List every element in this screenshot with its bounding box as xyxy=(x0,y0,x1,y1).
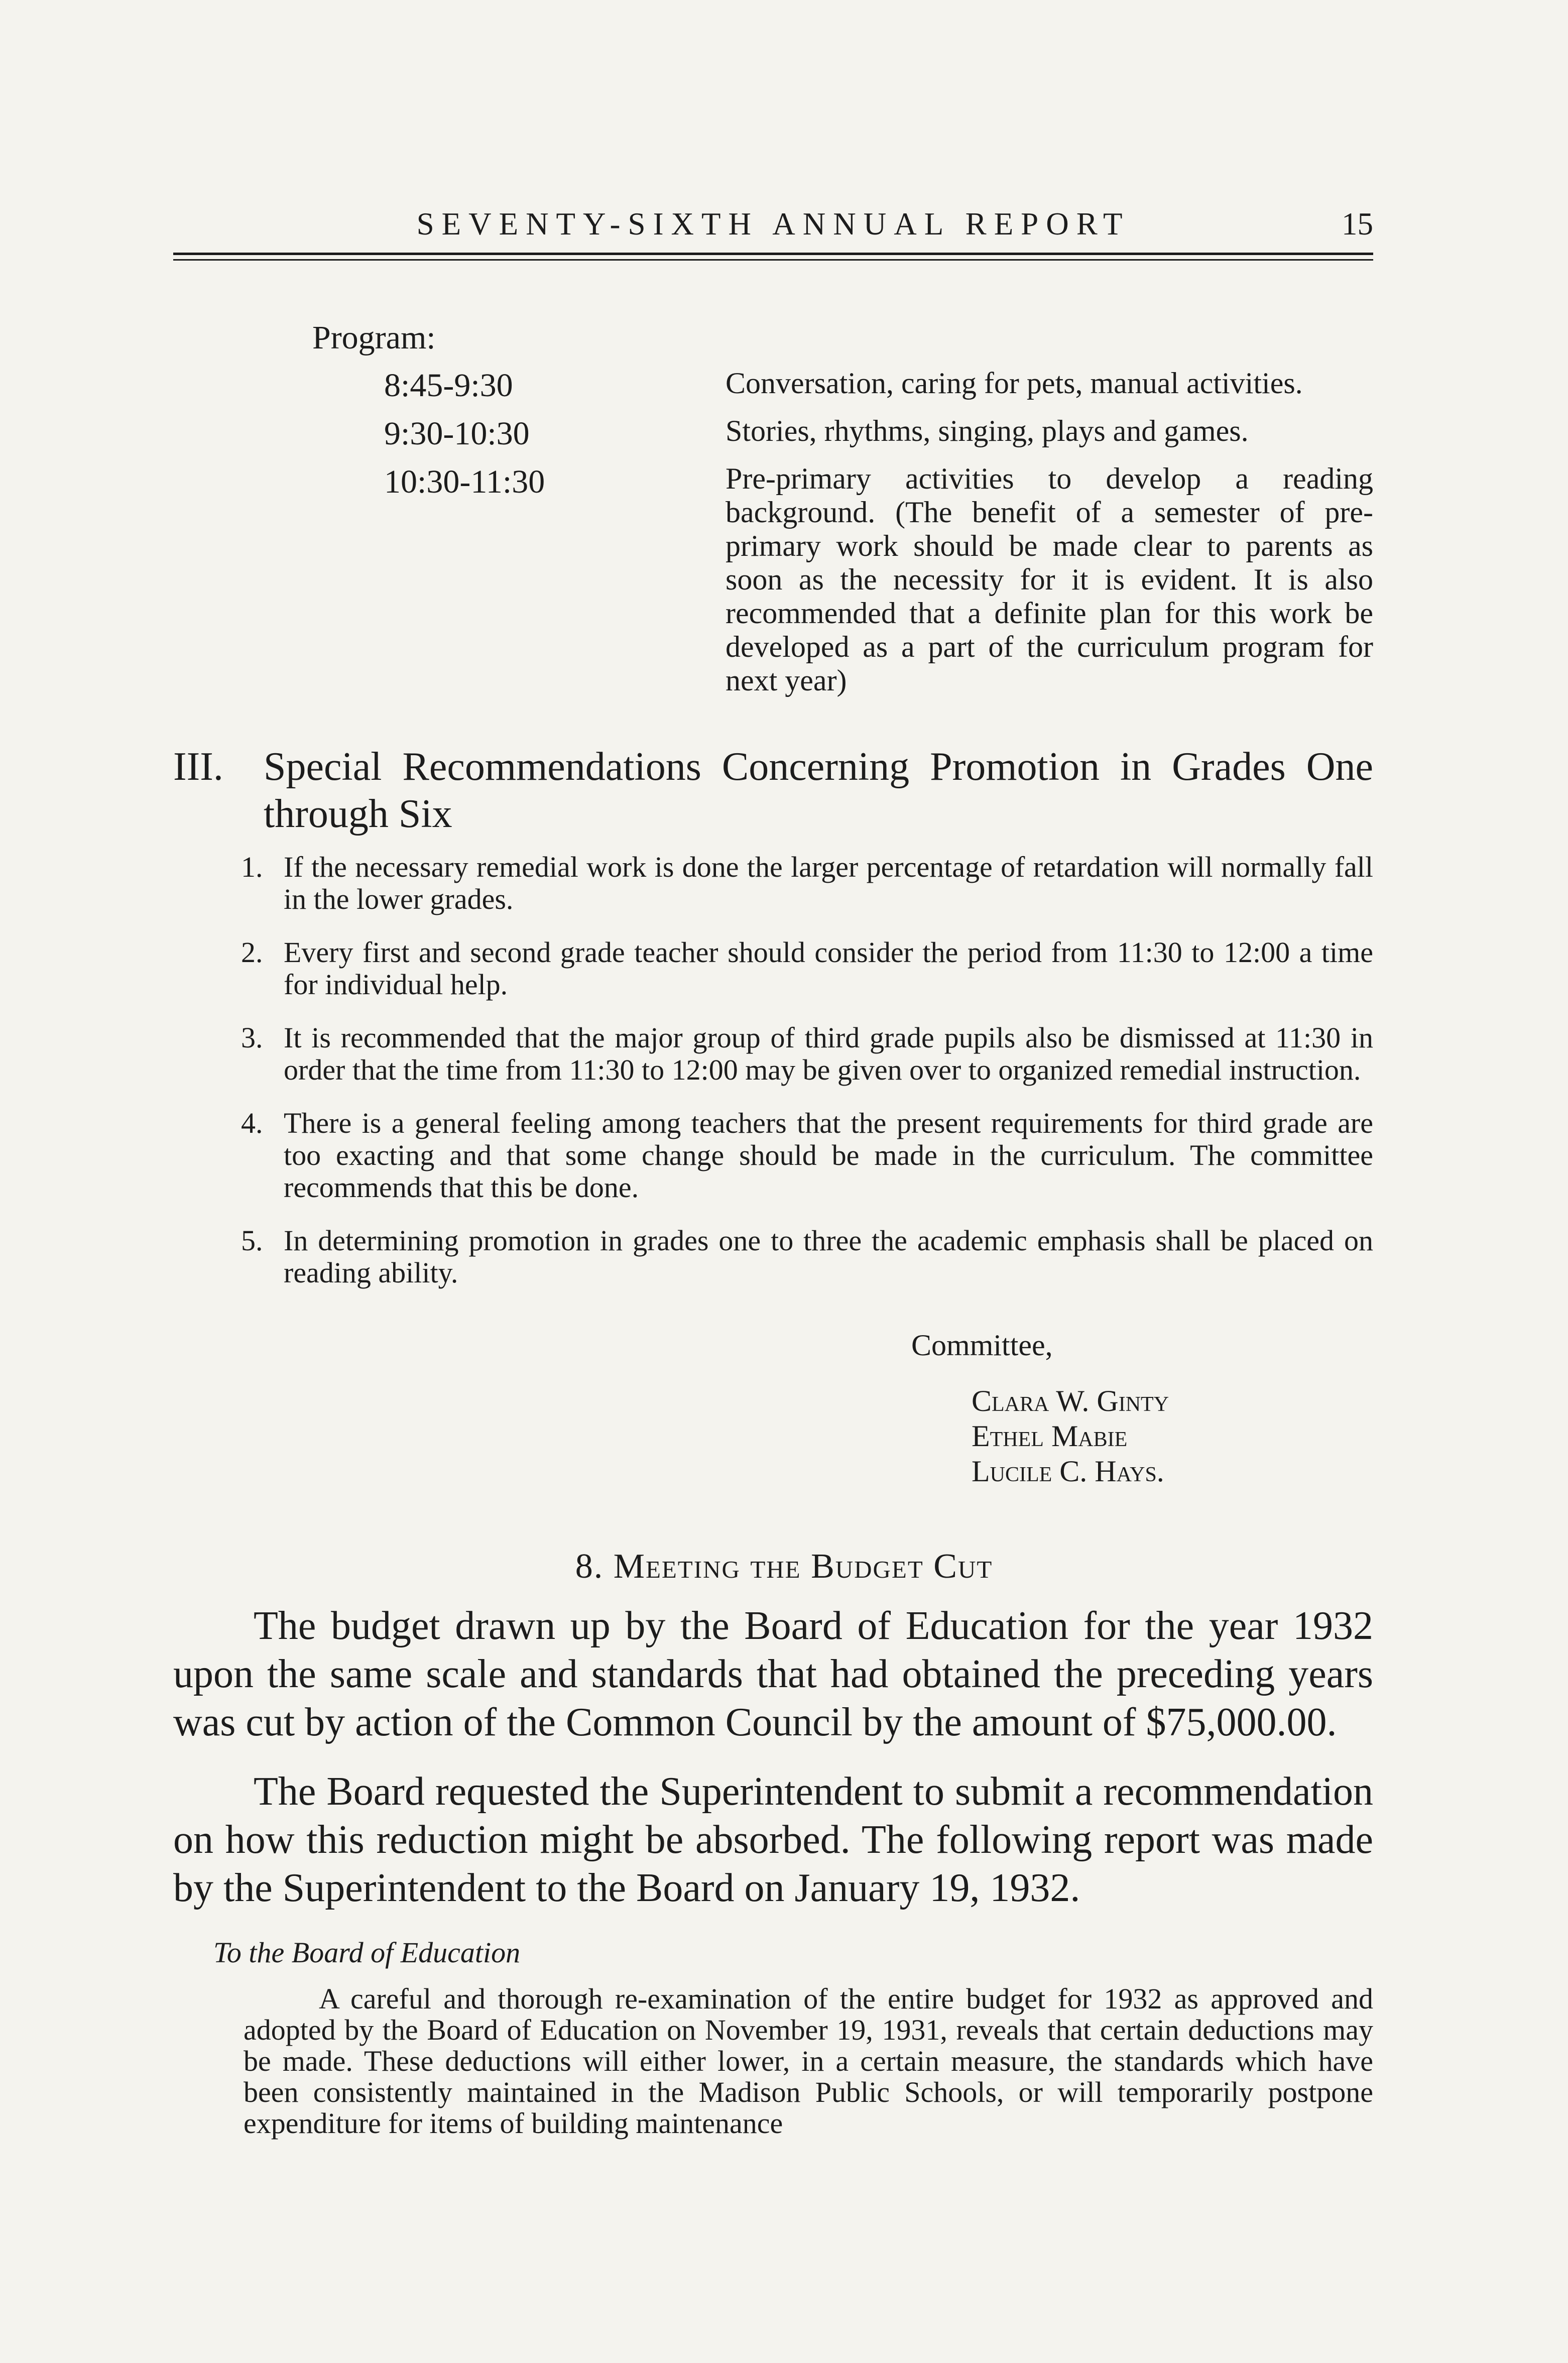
item-text: Every first and second grade teacher should consider the period from 11:30 to 12:00 a time for individual help. xyxy=(284,936,1373,1001)
program-activities xyxy=(726,367,1373,712)
committee-member: Lucile C. Hays. xyxy=(972,1455,1164,1488)
item-number: 4. xyxy=(241,1107,263,1139)
letter-salutation: To the Board of Education xyxy=(213,1936,521,1969)
item-text: There is a general feeling among teachers that the present requirements for third grade are too exacting and that some change should be made in the curriculum. The committee recommends that this be done. xyxy=(284,1107,1373,1204)
program-activity: Pre-primary activities to develop a reading background. (The benefit of a semester of pre-primary work should be made clear to parents as soon as the necessity for it is evident. It is also recommended that a definite plan for this work be developed as a part of the curriculum program for next year) xyxy=(726,462,1373,697)
item-text: In determining promotion in grades one to three the academic emphasis shall be placed on reading ability. xyxy=(284,1224,1373,1289)
body-paragraph: The Board requested the Superintendent to submit a recommendation on how this reduction might be absorbed. The following report was made by the Superintendent to the Board on January 19, 1932. xyxy=(173,1769,1373,1910)
program-time: 9:30-10:30 xyxy=(384,415,530,452)
program-activity: Stories, rhythms, singing, plays and games. xyxy=(726,414,1249,447)
program-time: 10:30-11:30 xyxy=(384,463,545,500)
program-activity: Conversation, caring for pets, manual activities. xyxy=(726,367,1303,400)
header-title: SEVENTY-SIXTH ANNUAL REPORT xyxy=(416,206,1130,242)
committee-member: Ethel Mabie xyxy=(972,1420,1128,1453)
list-item xyxy=(241,1022,1373,1086)
list-item xyxy=(241,1107,1373,1204)
section-numeral: III. xyxy=(173,745,223,789)
item-text: If the necessary remedial work is done the larger percentage of retardation will normally fall in the lower grades. xyxy=(284,851,1373,915)
program-times xyxy=(384,367,545,599)
item-number: 3. xyxy=(241,1021,263,1054)
item-text: It is recommended that the major group of third grade pupils also be dismissed at 11:30 in order that the time from 11:30 to 12:00 may be given over to organized remedial instruction. xyxy=(284,1021,1373,1086)
item-number: 1. xyxy=(241,851,263,883)
item-number: 2. xyxy=(241,936,263,969)
section-8-title: 8. Meeting the Budget Cut xyxy=(575,1547,993,1586)
body-paragraph: The budget drawn up by the Board of Education for the year 1932 upon the same scale and standards that had obtained the preceding years was cut by action of the Common Council by the amount of $75,000.00. xyxy=(173,1604,1373,1744)
list-item xyxy=(241,936,1373,1001)
list-item xyxy=(241,851,1373,915)
letter-body: A careful and thorough re-examination of the entire budget for 1932 as approved and adopted by the Board of Education on November 19, 1931, reveals that certain deductions may be made. These deductions will either lower, in a certain measure, the standards which have been consistently maintained in the Madison Public Schools, or will temporarily postpone expenditure for items of building maintenance xyxy=(244,1982,1373,2140)
running-header xyxy=(173,206,1373,246)
section-heading: Special Recommendations Concerning Promotion in Grades One through Six xyxy=(264,745,1373,836)
committee-label: Committee, xyxy=(911,1329,1053,1362)
list-item xyxy=(241,1225,1373,1289)
committee-members xyxy=(972,1383,1169,1489)
header-rule-thin xyxy=(173,259,1373,261)
header-rule-thick xyxy=(173,253,1373,255)
committee-member: Clara W. Ginty xyxy=(972,1384,1169,1417)
item-number: 5. xyxy=(241,1224,263,1257)
program-label: Program: xyxy=(312,319,436,356)
page-number: 15 xyxy=(1342,206,1373,242)
recommendations-list xyxy=(241,851,1373,1310)
program-time: 8:45-9:30 xyxy=(384,367,513,404)
